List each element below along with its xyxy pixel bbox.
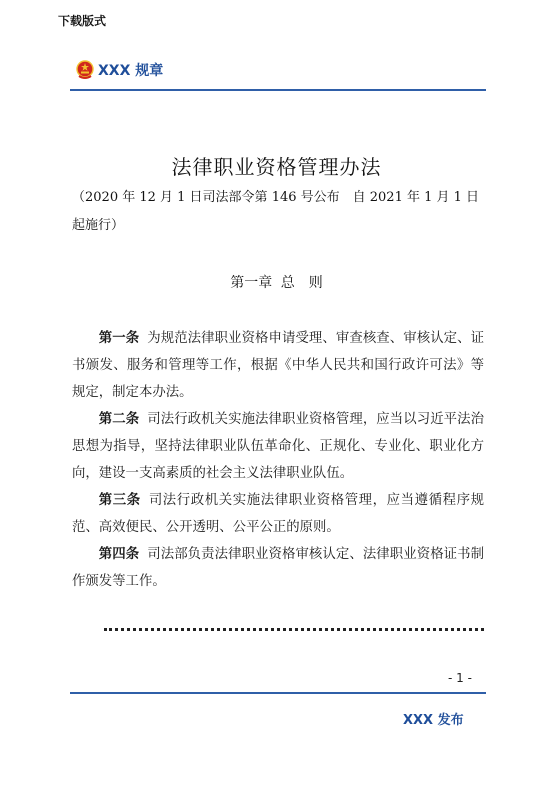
document-subtitle: （2020 年 12 月 1 日司法部令第 146 号公布 自 2021 年 1 月 1 日起施行） — [72, 190, 480, 233]
article-label: 第一条 — [98, 331, 140, 346]
article-label: 第四条 — [98, 547, 140, 562]
article-text: 司法行政机关实施法律职业资格管理，应当遵循程序规范、高效便民、公开透明、公平公正的原则。 — [72, 493, 485, 535]
publisher-label: XXX 发布 — [403, 713, 464, 728]
footer-divider — [70, 692, 486, 694]
chapter-heading: 第一章 总 则 — [230, 275, 323, 291]
article-label: 第二条 — [98, 412, 140, 427]
article-text: 司法行政机关实施法律职业资格管理，应当以习近平法治思想为指导，坚持法律职业队伍革命化、正规化、专业化、职业化方向，建设一支高素质的社会主义法律职业队伍。 — [72, 412, 484, 481]
header-title: XXX 规章 — [98, 63, 164, 79]
article — [72, 406, 484, 487]
article — [72, 541, 484, 595]
article-text: 司法部负责法律职业资格审核认定、法律职业资格证书制作颁发等工作。 — [72, 547, 484, 589]
continuation-dots — [104, 628, 484, 631]
article-label: 第三条 — [98, 493, 141, 508]
document-title: 法律职业资格管理办法 — [171, 155, 382, 179]
page-number: - 1 - — [448, 671, 472, 685]
national-emblem-icon — [76, 60, 94, 80]
article-list — [72, 325, 484, 595]
download-version-label: 下载版式 — [58, 14, 107, 28]
article — [72, 325, 484, 406]
header-divider — [70, 89, 486, 91]
article — [72, 487, 484, 541]
header — [76, 60, 163, 80]
article-text: 为规范法律职业资格申请受理、审查核查、审核认定、证书颁发、服务和管理等工作，根据《中华人民共和国行政许可法》等规定，制定本办法。 — [72, 331, 484, 400]
